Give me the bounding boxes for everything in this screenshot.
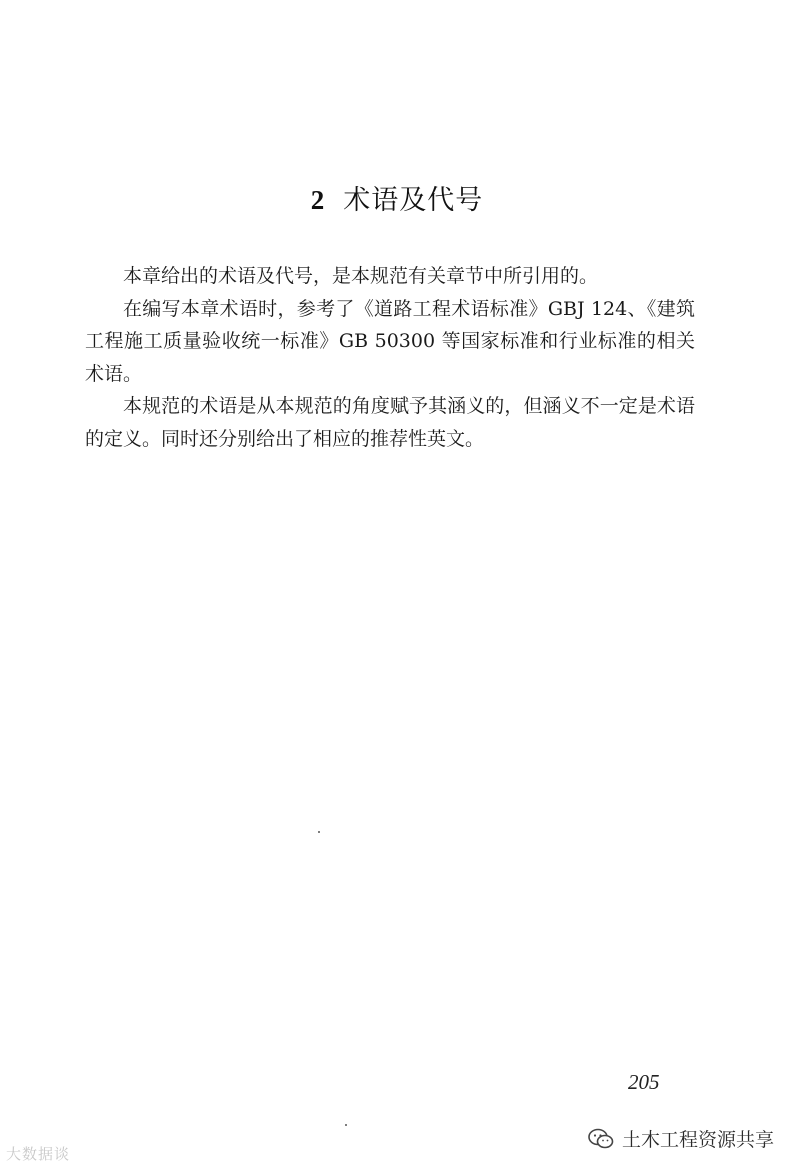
watermark-right [588, 1125, 774, 1152]
chapter-heading [0, 178, 794, 217]
chapter-title: 术语及代号 [343, 185, 484, 216]
paragraph-3: 本规范的术语是从本规范的角度赋予其涵义的，但涵义不一定是术语的定义。同时还分别给出了相应的推荐性英文。 [85, 395, 695, 450]
watermark-right-text: 土木工程资源共享 [621, 1129, 774, 1151]
paragraph-2: 在编写本章术语时，参考了《道路工程术语标准》GBJ 124、《建筑工程施工质量验收统一标准》GB 50300 等国家标准和行业标准的相关术语。 [85, 297, 695, 385]
paragraph-1: 本章给出的术语及代号，是本规范有关章节中所引用的。 [123, 265, 599, 287]
scan-speck [318, 831, 320, 833]
chapter-number: 2 [310, 185, 326, 215]
scan-speck [345, 1124, 347, 1126]
page-number: 205 [628, 1070, 660, 1094]
watermark-left: 大数据谈 [6, 1145, 71, 1163]
chapter-body [85, 260, 695, 455]
wechat-icon [588, 1128, 614, 1150]
